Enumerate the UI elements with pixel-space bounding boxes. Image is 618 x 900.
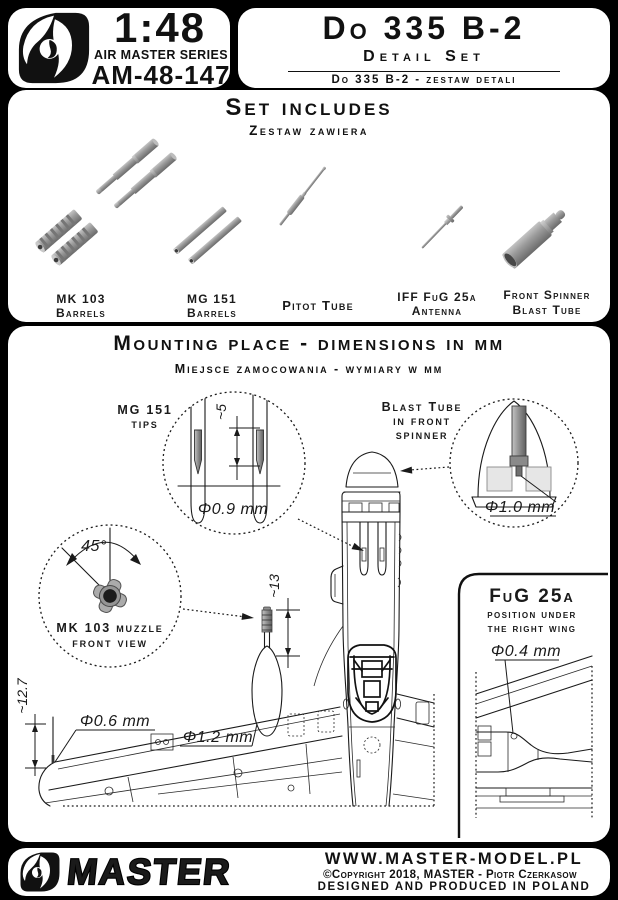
dimension-mk103-diameter <box>180 724 257 746</box>
part-label: Blast Tube <box>512 303 582 317</box>
set-includes-title: Set includes <box>225 94 393 121</box>
part-label: Barrels <box>187 306 237 320</box>
part-mg151-barrel-a <box>173 206 227 254</box>
part-label: Front Spinner <box>503 288 591 302</box>
part-label: Pitot Tube <box>282 298 354 313</box>
dimension-pitot-diameter <box>55 713 155 762</box>
copyright-text: ©Copyright 2018, MASTER - Piotr Czerkasow <box>323 869 577 881</box>
callout-label: Blast Tube <box>381 400 463 414</box>
master-comma-logo-icon <box>18 12 90 84</box>
callout-label: tips <box>131 417 159 431</box>
dim-value: 45° <box>81 538 107 555</box>
master-brand-logotype <box>64 848 299 896</box>
dim-value: Φ0.6 mm <box>79 713 151 730</box>
callout-label: MG 151 <box>117 403 173 417</box>
dim-value: Φ0.4 mm <box>490 643 562 660</box>
mounting-diagram <box>8 326 610 842</box>
mk103-muzzle-detail <box>39 525 254 667</box>
header-left-panel <box>8 4 231 90</box>
dim-value: ~13 <box>266 574 282 598</box>
callout-label: MK 103 muzzle <box>56 621 164 635</box>
dim-value: ~5 <box>213 404 229 420</box>
set-includes-subtitle-pl: Zestaw zawiera <box>249 123 369 138</box>
mounting-title: Mounting place - dimensions in mm <box>113 332 505 355</box>
product-title: Do 335 B-2 <box>322 10 526 46</box>
header-right-panel <box>238 8 610 88</box>
part-iff-antenna <box>419 203 466 251</box>
fug25a-box <box>459 574 608 838</box>
parts-illustration <box>8 90 610 322</box>
part-mk103-barrel-a <box>94 138 160 197</box>
website-url: WWW.MASTER-MODEL.PL <box>324 850 584 868</box>
part-blast-tube <box>500 205 570 271</box>
callout-label: spinner <box>395 428 449 442</box>
dim-value: ~12.7 <box>14 678 30 714</box>
product-subtitle: Detail Set <box>363 48 485 65</box>
set-includes-panel <box>8 90 610 322</box>
part-label: MG 151 <box>187 292 237 306</box>
part-label: Barrels <box>56 306 106 320</box>
footer-panel <box>8 848 610 896</box>
part-mk103-barrel-b <box>112 152 178 211</box>
dim-value: Φ0.9 mm <box>197 501 269 518</box>
brand-text: MASTER <box>65 851 234 892</box>
product-subtitle-pl: Do 335 B-2 - zestaw detali <box>331 74 517 86</box>
product-code: AM-48-147 <box>91 60 231 90</box>
part-mg151-barrel-b <box>188 216 242 264</box>
part-pitot-tube <box>278 165 328 226</box>
part-label: Antenna <box>411 304 463 318</box>
callout-label: front view <box>72 636 148 650</box>
origin-text: DESIGNED AND PRODUCED IN POLAND <box>317 881 591 893</box>
blast-tube-detail <box>382 399 578 527</box>
dim-value: Φ1.0 mm <box>484 499 556 516</box>
scale-label: 1:48 <box>113 4 207 51</box>
fug-line1: position under <box>487 609 577 621</box>
mounting-panel <box>8 326 610 842</box>
series-label: AIR MASTER SERIES <box>94 48 228 62</box>
mounting-subtitle-pl: Miejsce zamocowania - wymiary w mm <box>174 362 444 376</box>
part-label: MK 103 <box>56 292 106 306</box>
callout-label: in front <box>393 414 451 428</box>
master-comma-logo-icon <box>20 852 60 892</box>
dimension-pitot-protrusion <box>14 677 46 776</box>
mg151-tips-detail <box>117 392 364 551</box>
fug-line2: the right wing <box>487 623 577 635</box>
divider <box>288 71 560 72</box>
part-label: IFF FuG 25a <box>397 290 477 304</box>
dim-value: Φ1.2 mm <box>182 729 254 746</box>
fug-title: FuG 25a <box>489 586 575 607</box>
